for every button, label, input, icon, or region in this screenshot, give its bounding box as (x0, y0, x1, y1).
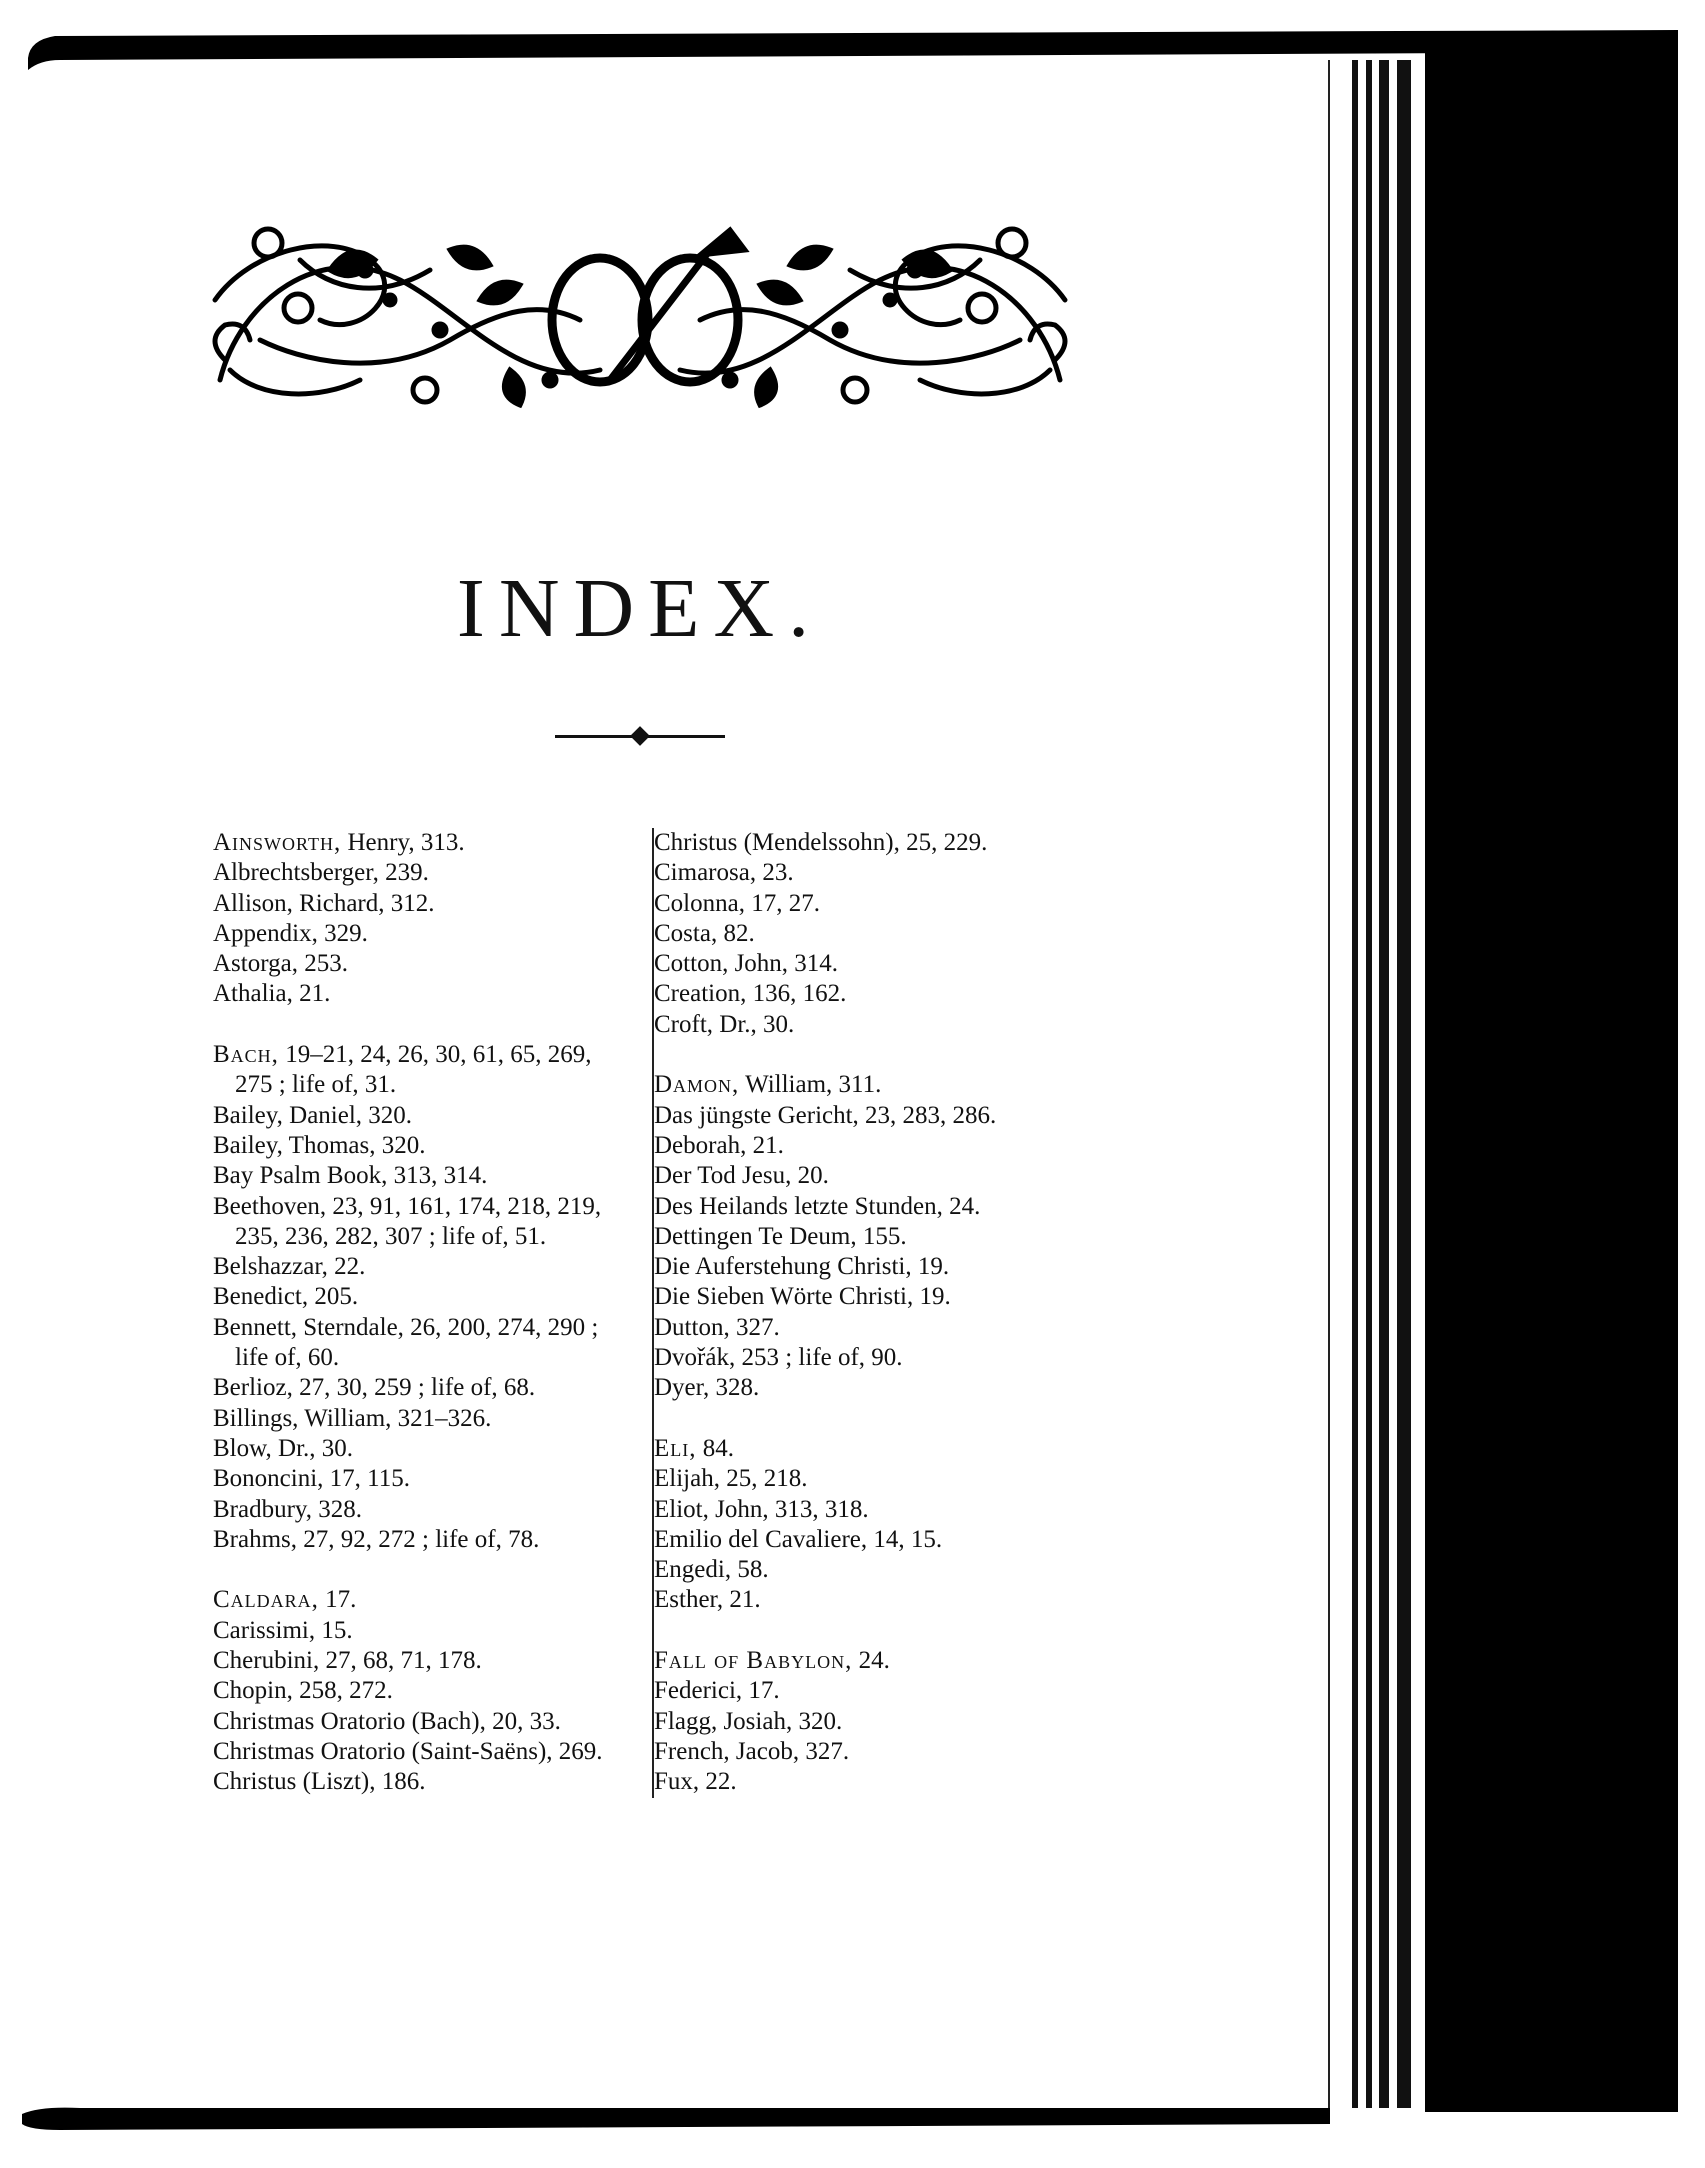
index-entry (654, 858, 1084, 888)
index-column-right (652, 828, 1084, 1798)
index-entry (654, 828, 1084, 858)
bottom-page-edge (22, 2108, 1330, 2130)
index-entry (654, 1676, 1084, 1706)
index-entry-text: Emilio del Cavaliere, 14, 15. (654, 1525, 943, 1553)
index-entry (213, 889, 633, 919)
index-entry (654, 1131, 1084, 1161)
index-entry-text: Berlioz, 27, 30, 259 ; life of, 68. (213, 1374, 536, 1402)
page-title: INDEX. (456, 562, 824, 655)
index-entry (213, 1707, 633, 1737)
index-entry (654, 1767, 1084, 1797)
index-entry-text: Chopin, 258, 272. (213, 1677, 393, 1705)
index-entry (213, 1282, 633, 1312)
index-entry-text: Beethoven, 23, 91, 161, 174, 218, 219, 235, 236, 282, 307 ; life of, 51. (213, 1192, 602, 1250)
index-entry (213, 1252, 633, 1282)
index-entry-text: Christmas Oratorio (Saint-Saëns), 269. (213, 1737, 603, 1765)
spine-shadow (1425, 52, 1678, 2112)
index-entry-text: Henry, 313. (341, 829, 465, 856)
index-entry-text: Colonna, 17, 27. (654, 889, 820, 917)
index-entry-text: Athalia, 21. (213, 980, 331, 1008)
index-entry (654, 1464, 1084, 1494)
index-entry (213, 1404, 633, 1434)
index-entry-text: William, 311. (739, 1071, 882, 1099)
index-entry-text: Engedi, 58. (654, 1556, 769, 1584)
index-entry (654, 1101, 1084, 1131)
index-entry-lead: Fall of Babylon, (654, 1647, 853, 1675)
index-entry (213, 1313, 633, 1374)
letter-group-gap (213, 1010, 633, 1040)
index-entry (213, 1434, 633, 1464)
index-entry-text: Allison, Richard, 312. (213, 889, 435, 917)
index-entry-lead: Eli, (654, 1434, 697, 1462)
index-entry (654, 1161, 1084, 1191)
index-entry-text: Creation, 136, 162. (654, 980, 847, 1008)
index-entry-text: Die Sieben Wörte Christi, 19. (654, 1283, 951, 1311)
index-entry (213, 1616, 633, 1646)
index-entry (213, 1676, 633, 1706)
index-entry-text: Costa, 82. (654, 919, 755, 947)
index-entry (654, 1707, 1084, 1737)
index-entry-text: French, Jacob, 327. (654, 1737, 850, 1765)
index-entry-text: Dettingen Te Deum, 155. (654, 1222, 907, 1250)
index-entry (213, 919, 633, 949)
index-entry-text: Eliot, John, 313, 318. (654, 1495, 869, 1523)
index-entry-text: Croft, Dr., 30. (654, 1010, 795, 1038)
index-entry-text: Blow, Dr., 30. (213, 1434, 354, 1462)
index-entry-text: Christus (Liszt), 186. (213, 1768, 426, 1796)
index-entry-text: Bononcini, 17, 115. (213, 1465, 410, 1493)
index-entry (654, 1495, 1084, 1525)
index-entry-text: Dyer, 328. (654, 1374, 760, 1402)
index-entry (213, 1525, 633, 1555)
index-entry-text: Bailey, Daniel, 320. (213, 1101, 413, 1129)
index-entry (213, 1101, 633, 1131)
index-entry-text: Bailey, Thomas, 320. (213, 1131, 426, 1159)
index-entry-text: Bennett, Sterndale, 26, 200, 274, 290 ; life of, 60. (213, 1313, 599, 1372)
index-entry-text: Christus (Mendelssohn), 25, 229. (654, 829, 988, 856)
index-entry-text: Cotton, John, 314. (654, 950, 839, 978)
index-entry (213, 1495, 633, 1525)
index-entry (654, 949, 1084, 979)
index-entry-text: 19–21, 24, 26, 30, 61, 65, 269, 275 ; life of, 31. (235, 1041, 592, 1099)
index-entry-text: Bradbury, 328. (213, 1495, 363, 1523)
index-entry (654, 1313, 1084, 1343)
index-entry (213, 1040, 633, 1101)
index-entry-text: Bay Psalm Book, 313, 314. (213, 1162, 488, 1190)
index-entry-text: Billings, William, 321–326. (213, 1404, 492, 1432)
index-entry-text: Benedict, 205. (213, 1283, 359, 1311)
index-entry-text: 17. (318, 1586, 357, 1614)
index-entry-lead: Ainsworth, (213, 829, 342, 856)
index-entry-lead: Caldara, (213, 1586, 319, 1614)
index-entry-text: Flagg, Josiah, 320. (654, 1707, 843, 1735)
index-entry-lead: Damon, (654, 1071, 740, 1099)
index-entry-text: Belshazzar, 22. (213, 1253, 366, 1281)
index-entry (654, 1252, 1084, 1282)
letter-group-gap (654, 1616, 1084, 1646)
index-entry-text: 84. (696, 1434, 735, 1462)
index-entry-text: 24. (852, 1647, 890, 1675)
index-entry-text: Elijah, 25, 218. (654, 1465, 808, 1493)
index-entry-text: Christmas Oratorio (Bach), 20, 33. (213, 1707, 561, 1735)
index-entry-text: Des Heilands letzte Stunden, 24. (654, 1192, 981, 1220)
index-entry (654, 1555, 1084, 1585)
index-entry-lead: Bach, (213, 1041, 279, 1069)
index-entry (213, 858, 633, 888)
index-entry (213, 1767, 633, 1797)
index-entry-text: Das jüngste Gericht, 23, 283, 286. (654, 1101, 997, 1129)
index-entry (213, 1464, 633, 1494)
index-entry (213, 1131, 633, 1161)
index-entry (654, 1192, 1084, 1222)
index-entry-text: Albrechtsberger, 239. (213, 859, 429, 887)
index-entry (213, 979, 633, 1009)
index-entry (213, 949, 633, 979)
letter-group-gap (654, 1040, 1084, 1070)
index-entry (213, 1192, 633, 1253)
index-entry (654, 1525, 1084, 1555)
letter-group-gap (654, 1404, 1084, 1434)
index-entry (654, 1737, 1084, 1767)
index-entry-text: Cherubini, 27, 68, 71, 178. (213, 1647, 482, 1675)
index-entry-text: Astorga, 253. (213, 950, 348, 978)
index-entry (654, 1070, 1084, 1100)
index-entry (213, 1161, 633, 1191)
index-entry (654, 1010, 1084, 1040)
index-entry (654, 1434, 1084, 1464)
index-entry (213, 1646, 633, 1676)
index-entry (654, 1646, 1084, 1676)
index-entry (654, 1222, 1084, 1252)
index-entry (654, 919, 1084, 949)
index-entry (654, 1343, 1084, 1373)
index-entry (213, 828, 633, 858)
index-entry-text: Federici, 17. (654, 1677, 780, 1705)
index-entry (654, 1585, 1084, 1615)
index-entry-text: Appendix, 329. (213, 919, 368, 947)
index-entry-text: Deborah, 21. (654, 1131, 784, 1159)
index-entry (654, 1373, 1084, 1403)
letter-group-gap (213, 1555, 633, 1585)
index-entry-text: Esther, 21. (654, 1586, 761, 1614)
index-entry (213, 1585, 633, 1615)
index-entry (213, 1737, 633, 1767)
index-entry-text: Brahms, 27, 92, 272 ; life of, 78. (213, 1525, 540, 1553)
ornament-headpiece (215, 229, 1065, 405)
index-entry-text: Cimarosa, 23. (654, 859, 794, 887)
index-entry-text: Der Tod Jesu, 20. (654, 1162, 829, 1190)
index-entry-text: Fux, 22. (654, 1768, 737, 1796)
index-entry (654, 1282, 1084, 1312)
index-entry-text: Dutton, 327. (654, 1313, 780, 1341)
index-entry-text: Dvořák, 253 ; life of, 90. (654, 1344, 903, 1372)
index-entry (654, 889, 1084, 919)
index-column-left (213, 828, 633, 1798)
index-entry-text: Die Auferstehung Christi, 19. (654, 1253, 950, 1281)
index-entry (213, 1373, 633, 1403)
index-entry-text: Carissimi, 15. (213, 1616, 353, 1644)
index-entry (654, 979, 1084, 1009)
